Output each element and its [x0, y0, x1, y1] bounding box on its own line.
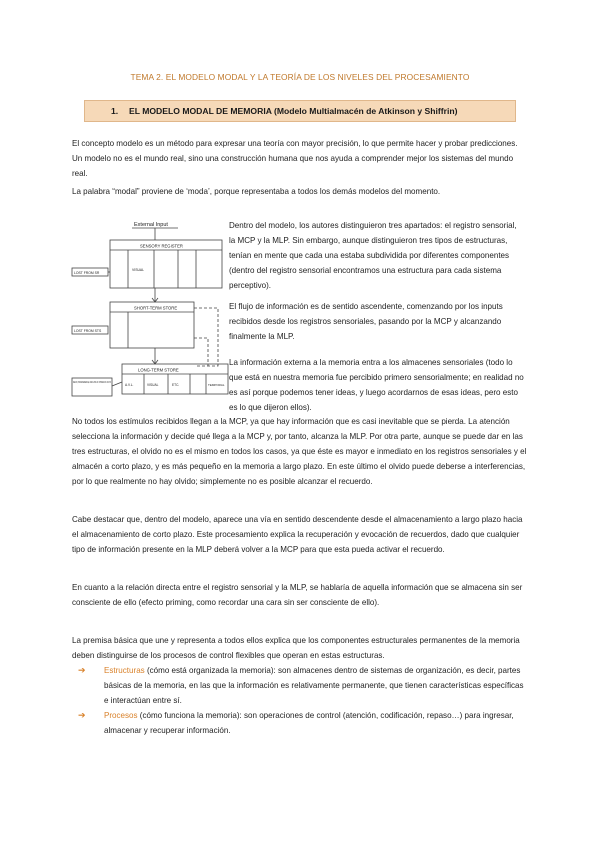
sensory-register-label: SENSORY REGISTER	[140, 243, 183, 249]
paragraph-priming: En cuanto a la relación directa entre el registro sensorial y la MLP, se hablaría de aquella información que se almacena sin ser consciente de ello (efecto priming, como recordar una cara sin ser consciente de ello).	[72, 583, 523, 607]
section-title: EL MODELO MODAL DE MEMORIA (Modelo Multialmacén de Atkinson y Shiffrin)	[129, 106, 458, 116]
lost-from-sr-label: LOST FROM SR	[74, 271, 100, 275]
paragraph-descending-path: Cabe destacar que, dentro del modelo, aparece una vía en sentido descendente desde el almacenamiento a largo plazo hacia el almacenamiento de corto plazo. Este procesamiento explica la recuperación y evocación de recuerdos, dado que cualquier tipo de información presente en la MLP deberá volver a la MCP para que esta pueda activar el recuerdo.	[72, 515, 523, 554]
ltm-cell-2: VISUAL	[147, 383, 159, 387]
decay-label: DECAY, INTERFERENCE, AND LOSS OF STRENGTH IN LTS	[73, 381, 146, 384]
arrow-right-icon: ➔	[78, 665, 86, 675]
bullet-list	[72, 663, 528, 738]
external-input-label: External Input	[134, 222, 168, 228]
paragraph-model-concept: El concepto modelo es un método para expresar una teoría con mayor precisión, lo que permite hacer y probar predicciones. Un modelo no es el mundo real, sino una construcción humana que nos ayuda a comprender mejor los sistemas del mundo real.	[72, 139, 518, 178]
ltm-cell-4: TEMPORAL	[208, 383, 225, 387]
section-heading	[84, 100, 516, 122]
paragraph-three-sections: Dentro del modelo, los autores distinguieron tres apartados: el registro sensorial, la MCP y la MLP. Sin embargo, aunque distinguieron tres tipos de estructuras, tenían en mente que cada una estaba subdividida por diferentes componentes (dentro del registro sensorial encontramos una estructura para cada sistema perceptivo).	[229, 221, 517, 291]
list-item: ➔ Estructuras (cómo está organizada la memoria): son almacenes dentro de sistemas de organización, es decir, partes básicas de la memoria, en las que la información es relativamente permanente, que tienen características específicas e interactúan entre sí.	[72, 663, 528, 708]
section-number: 1.	[111, 106, 119, 116]
page-title: TEMA 2. EL MODELO MODAL Y LA TEORÍA DE LOS NIVELES DEL PROCESAMIENTO	[130, 72, 470, 82]
paragraph-information-flow: El flujo de información es de sentido ascendente, comenzando por los inputs recibidos desde los registros sensoriales, pasando por la MCP y alcanzando finalmente la MLP.	[229, 302, 503, 342]
paragraph-modal-origin: La palabra “modal” proviene de ‘moda’, porque representaba a todos los demás modelos del momento.	[72, 187, 441, 196]
paragraph-basic-premise: La premisa básica que une y representa a todos ellos explica que los componentes estructurales permanentes de la memoria deben distinguirse de los procesos de control flexibles que operan en estas estructuras.	[72, 636, 520, 660]
long-term-store-label: LONG-TERM STORE	[138, 367, 179, 373]
ltm-cell-3: ETC.	[172, 383, 180, 387]
arrow-right-icon: ➔	[78, 710, 86, 720]
atkinson-shiffrin-diagram	[70, 218, 230, 400]
paragraph-attention-forgetting: No todos los estímulos recibidos llegan a la MCP, ya que hay información que es casi inevitable que se pierda. La atención selecciona la información y decide qué llega a la MCP y, por tanto, alcanza la MLP. Por otra parte, aunque se puede dar en las tres estructuras, el olvido no es el mismo en todos los casos, ya que éste es mayor e inmediato en los registros sensoriales y el almacén a corto plazo, y es más pequeño en la memoria a largo plazo. En este último el olvido puede deberse a interferencias, por lo que realmente no hay olvido; simplemente no es posible alcanzar el recuerdo.	[72, 417, 527, 486]
visual-label: VISUAL	[132, 268, 145, 272]
short-term-store-label: SHORT-TERM STORE	[134, 305, 178, 311]
ltm-cell-1: A.V.L.	[125, 383, 134, 387]
paragraph-external-information: La información externa a la memoria entra a los almacenes sensoriales (todo lo que está en nuestra memoria fue percibido primero sensorialmente; en realidad no es así porque podemos tener ideas, y luego acordarnos de esas ideas, pero esto es lo que dijeron ellos).	[229, 358, 524, 413]
keyword-processes: Procesos	[104, 711, 138, 720]
keyword-structures: Estructuras	[104, 666, 145, 675]
list-item: ➔ Procesos (cómo funciona la memoria): son operaciones de control (atención, codificación, repaso…) para ingresar, almacenar y recuperar información.	[72, 708, 528, 738]
lost-from-sts-label: LOST FROM STS	[74, 329, 102, 333]
